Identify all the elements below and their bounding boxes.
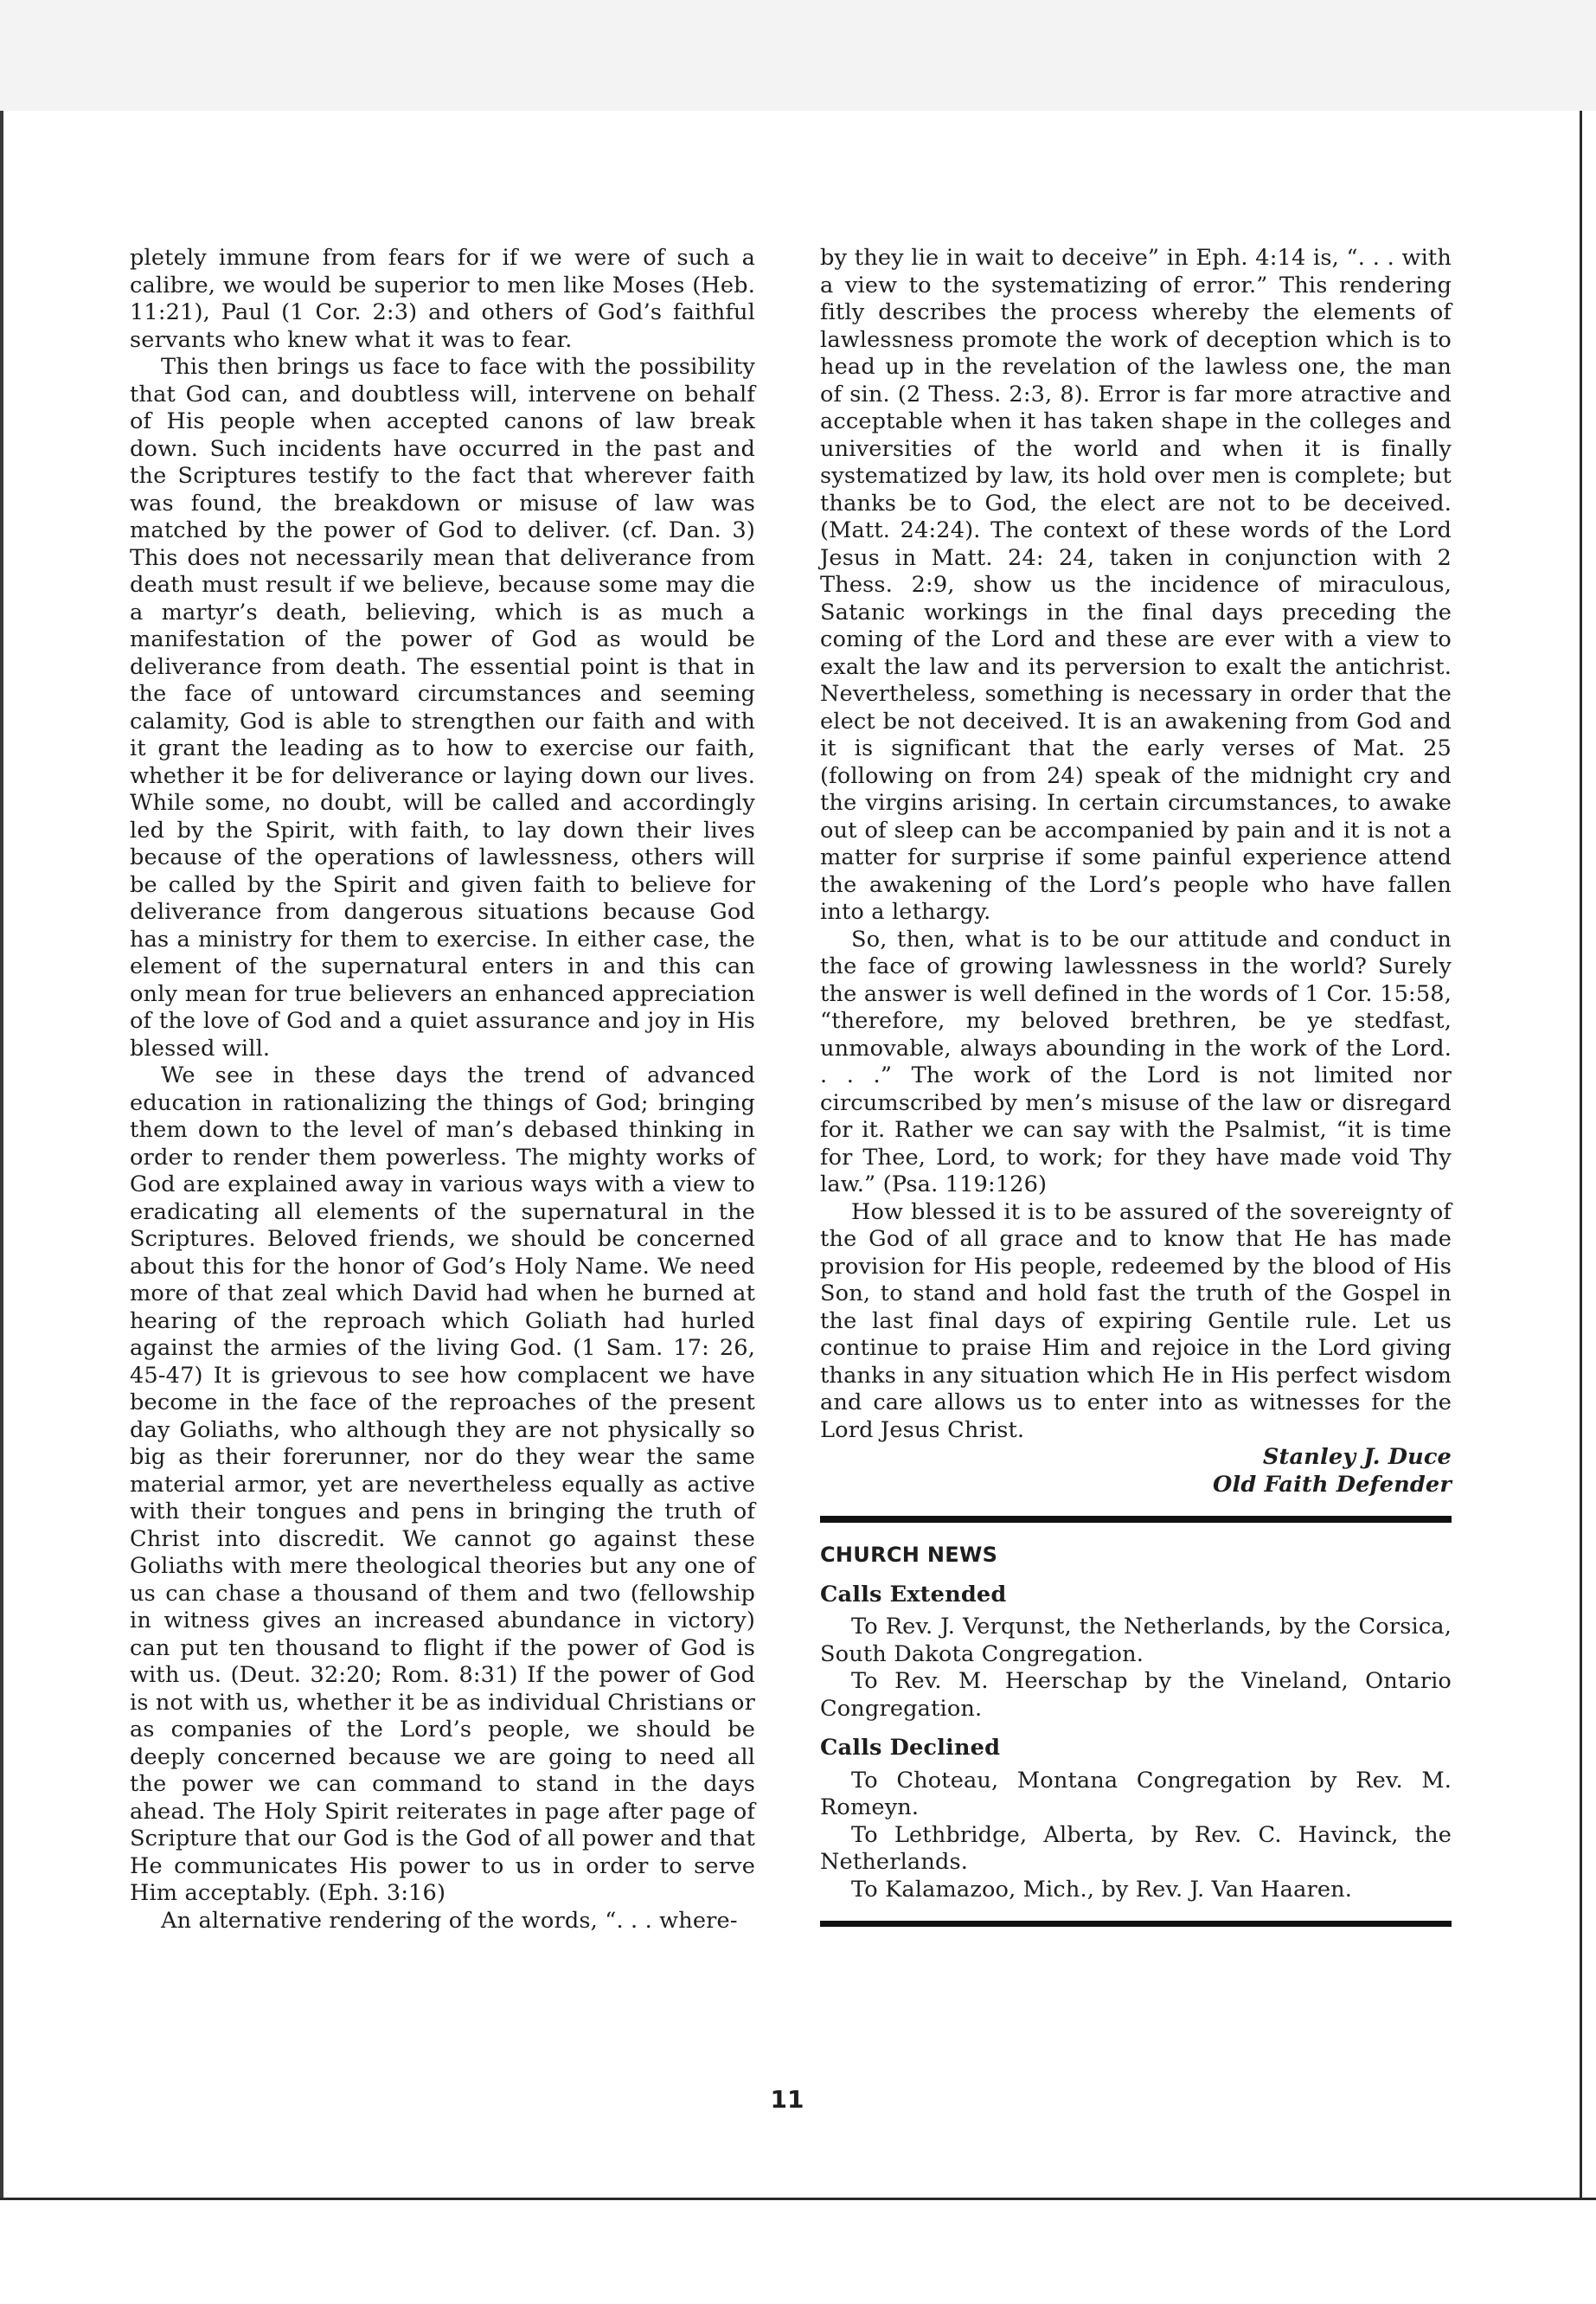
calls-extended-heading: Calls Extended <box>820 1581 1007 1608</box>
news-item: To Lethbridge, Alberta, by Rev. C. Havinck, the Netherlands. <box>820 1821 1452 1875</box>
article-paragraph: by they lie in wait to deceive” in Eph. 4:14 is, “. . . with a view to the systematizing of error.” This rendering fitly describes the process whereby the elements of lawlessness promote the work of deception which is to head up in the revelation of the lawless one, the man of sin. (2 Thess. 2:3, 8). Error is far more atractive and acceptable when it has taken shape in the colleges and universities of the world and when it is finally systematized by law, its hold over men is complete; but thanks be to God, the elect are not to be deceived. (Matt. 24:24). The context of these words of the Lord Jesus in Matt. 24: 24, taken in conjunction with 2 Thess. 2:9, show us the incidence of miraculous, Satanic workings in the final days preceding the coming of the Lord and these are ever with a view to exalt the law and its perversion to exalt the antichrist. Nevertheless, something is necessary in order that the elect be not deceived. It is an awakening from God and it is significant that the early verses of Mat. 25 (following on from 24) speak of the midnight cry and the virgins arising. In certain circumstances, to awake out of sleep can be accompanied by pain and it is not a matter for surprise if some painful experience attend the awakening of the Lord’s people who have fallen into a lethargy. <box>820 245 1452 925</box>
article-paragraph: This then brings us face to face with the possibility that God can, and doubtless will, intervene on behalf of His people when accepted canons of law break down. Such incidents have occurred in the past and the Scriptures testify to the fact that wherever faith was found, the breakdown or misuse of law was matched by the power of God to deliver. (cf. Dan. 3) This does not necessarily mean that deliverance from death must result if we believe, because some may die a martyr’s death, believing, which is as much a manifestation of the power of God as would be deliverance from death. The essential point is that in the face of untoward circumstances and seeming calamity, God is able to strengthen our faith and with it grant the leading as to how to exercise our faith, whether it be for deliverance or laying down our lives. While some, no doubt, will be called and accordingly led by the Spirit, with faith, to lay down their lives because of the operations of lawlessness, others will be called by the Spirit and given faith to believe for deliverance from dangerous situations because God has a ministry for them to exercise. In either case, the element of the supernatural enters in and this can only mean for true believers an enhanced appreciation of the love of God and a quiet assurance and joy in His blessed will. <box>130 354 755 1062</box>
section-divider-top <box>820 1516 1452 1523</box>
news-item: To Rev. J. Verqunst, the Netherlands, by the Corsica, South Dakota Congregation. <box>820 1614 1452 1667</box>
article-right-column <box>820 245 1452 1927</box>
article-source: Old Faith Defender <box>1213 1471 1452 1498</box>
news-item: To Choteau, Montana Congregation by Rev. M. Romeyn. <box>820 1767 1452 1820</box>
article-paragraph: pletely immune from fears for if we were of such a calibre, we would be superior to men like Moses (Heb. 11:21), Paul (1 Cor. 2:3) and others of God’s faithful servants who knew what it was to fear. <box>130 245 755 353</box>
news-item: To Rev. M. Heerschap by the Vineland, Ontario Congregation. <box>820 1668 1452 1722</box>
calls-declined-heading: Calls Declined <box>820 1735 1001 1761</box>
news-item: To Kalamazoo, Mich., by Rev. J. Van Haaren. <box>851 1876 1353 1903</box>
article-paragraph: We see in these days the trend of advanced education in rationalizing the things of God; bringing them down to the level of man’s debased thinking in order to render them powerless. The mighty works of God are explained away in various ways with a view to eradicating all elements of the supernatural in the Scriptures. Beloved friends, we should be concerned about this for the honor of God’s Holy Name. We need more of that zeal which David had when he burned at hearing of the reproach which Goliath had hurled against the armies of the living God. (1 Sam. 17: 26, 45-47) It is grievous to see how complacent we have become in the face of the reproaches of the present day Goliaths, who although they are not physically so big as their forerunner, nor do they wear the same material armor, yet are nevertheless equally as active with their tongues and pens in bringing the truth of Christ into discredit. We cannot go against these Goliaths with mere theological theories but any one of us can chase a thousand of them and two (fellowship in witness gives an increased abundance in victory) can put ten thousand to flight if the power of God is with us. (Deut. 32:20; Rom. 8:31) If the power of God is not with us, whether it be as individual Christians or as companies of the Lord’s people, we should be deeply concerned because we are going to need all the power we can command to stand in the days ahead. The Holy Spirit reiterates in page after page of Scripture that our God is the God of all power and that He communicates His power to us in order to serve Him acceptably. (Eph. 3:16) <box>130 1062 755 1906</box>
page-number: 11 <box>770 2085 804 2114</box>
article-author: Stanley J. Duce <box>1262 1444 1452 1470</box>
article-paragraph: An alternative rendering of the words, “. . . where- <box>161 1907 738 1934</box>
section-divider-bottom <box>820 1921 1452 1927</box>
article-paragraph: How blessed it is to be assured of the sovereignty of the God of all grace and to know that He has made provision for His people, redeemed by the blood of His Son, to stand and hold fast the truth of the Gospel in the last final days of expiring Gentile rule. Let us continue to praise Him and rejoice in the Lord giving thanks in any situation which He in His perfect wisdom and care allows us to enter into as witnesses for the Lord Jesus Christ. <box>820 1198 1452 1443</box>
page-left-edge <box>0 111 3 2198</box>
page-top-margin <box>0 0 1596 111</box>
page-right-edge <box>1580 111 1582 2198</box>
article-paragraph: So, then, what is to be our attitude and conduct in the face of growing lawlessness in the world? Surely the answer is well defined in the words of 1 Cor. 15:58, “therefore, my beloved brethren, be ye stedfast, unmovable, always abounding in the work of the Lord. . . .” The work of the Lord is not limited nor circumscribed by men’s misuse of the law or disregard for it. Rather we can say with the Psalmist, “it is time for Thee, Lord, to work; for they have made void Thy law.” (Psa. 119:126) <box>820 926 1452 1197</box>
church-news-heading: CHURCH NEWS <box>820 1543 998 1567</box>
article-left-column <box>130 245 755 1935</box>
page-bottom-margin <box>0 2198 1596 2304</box>
